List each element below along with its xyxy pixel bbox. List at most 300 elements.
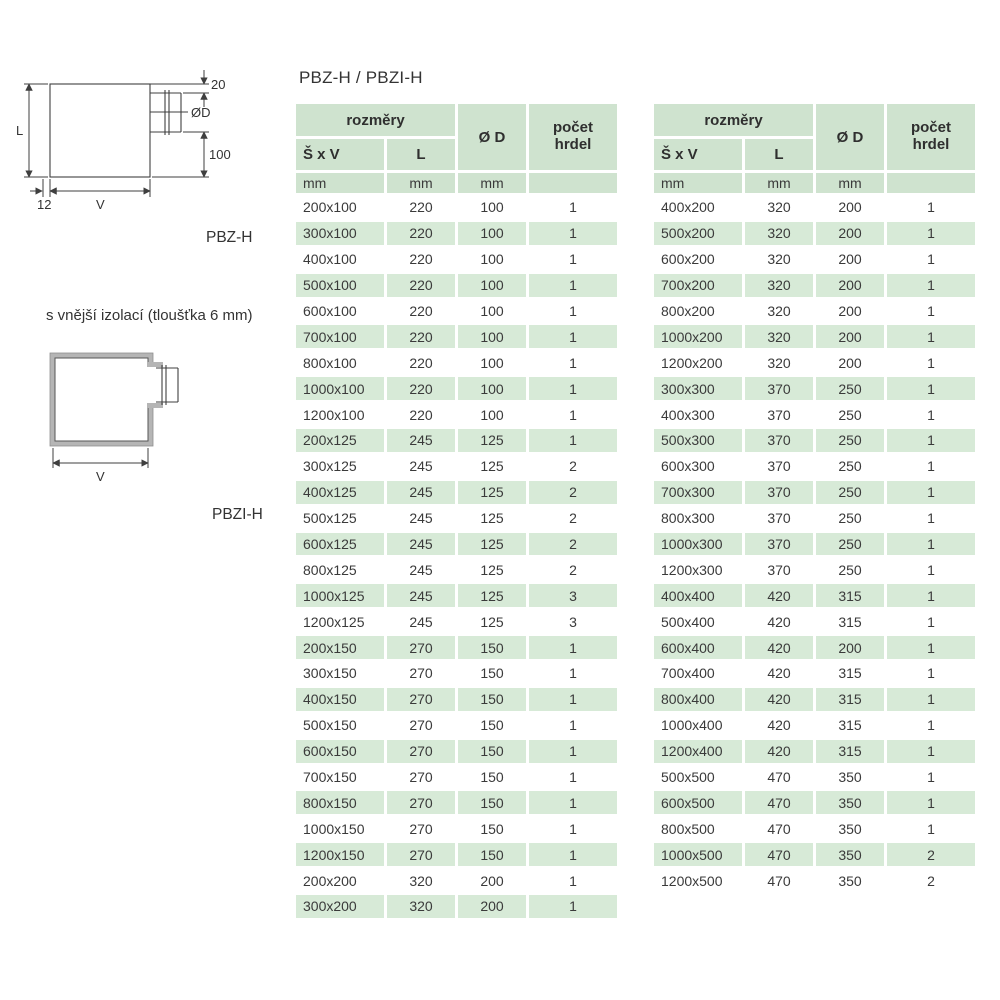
cell-sxv: 200x125 (296, 429, 384, 452)
cell-sxv: 1200x400 (654, 740, 742, 763)
cell-length: 320 (745, 222, 813, 245)
cell-sxv: 500x150 (296, 714, 384, 737)
insulation-caption: s vnější izolací (tloušťka 6 mm) (46, 307, 253, 324)
cell-length: 470 (745, 766, 813, 789)
cell-diameter: 200 (458, 895, 526, 918)
cell-diameter: 250 (816, 429, 884, 452)
unit-mm: mm (654, 173, 742, 193)
cell-length: 370 (745, 455, 813, 478)
cell-length: 270 (387, 714, 455, 737)
cell-hrdel-count: 1 (887, 248, 975, 271)
cell-hrdel-count: 2 (887, 869, 975, 892)
pbzih-spigot (156, 365, 178, 405)
cell-length: 245 (387, 507, 455, 530)
cell-hrdel-count: 1 (887, 662, 975, 685)
cell-sxv: 500x125 (296, 507, 384, 530)
dim-label-l: L (16, 123, 24, 138)
table-row (654, 533, 975, 556)
cell-diameter: 200 (816, 274, 884, 297)
unit-mm: mm (296, 173, 384, 193)
header-rozmery: rozměry (654, 104, 813, 136)
cell-sxv: 300x100 (296, 222, 384, 245)
cell-hrdel-count: 1 (529, 714, 617, 737)
header-rozmery: rozměry (296, 104, 455, 136)
table-row (296, 584, 617, 607)
cell-diameter: 200 (816, 636, 884, 659)
cell-hrdel-count: 1 (529, 688, 617, 711)
cell-sxv: 1200x500 (654, 869, 742, 892)
cell-diameter: 250 (816, 558, 884, 581)
cell-diameter: 125 (458, 429, 526, 452)
cell-hrdel-count: 1 (887, 429, 975, 452)
dimensions-table-right (651, 101, 978, 895)
header-row-1 (296, 104, 617, 136)
cell-diameter: 125 (458, 481, 526, 504)
table-row (654, 248, 975, 271)
cell-hrdel-count: 1 (529, 325, 617, 348)
dim-label-v2: V (96, 469, 105, 484)
cell-sxv: 400x150 (296, 688, 384, 711)
unit-empty (529, 173, 617, 193)
cell-hrdel-count: 1 (887, 636, 975, 659)
cell-sxv: 300x150 (296, 662, 384, 685)
cell-hrdel-count: 1 (529, 895, 617, 918)
cell-sxv: 1000x500 (654, 843, 742, 866)
page-title: PBZ-H / PBZI-H (299, 68, 423, 87)
table-row (296, 533, 617, 556)
cell-diameter: 200 (458, 869, 526, 892)
cell-diameter: 250 (816, 507, 884, 530)
table-row (654, 196, 975, 219)
cell-sxv: 700x150 (296, 766, 384, 789)
table-row (654, 610, 975, 633)
cell-length: 270 (387, 662, 455, 685)
cell-diameter: 350 (816, 817, 884, 840)
cell-sxv: 1200x200 (654, 351, 742, 374)
cell-length: 270 (387, 843, 455, 866)
cell-diameter: 350 (816, 843, 884, 866)
cell-sxv: 600x100 (296, 300, 384, 323)
cell-sxv: 800x200 (654, 300, 742, 323)
cell-sxv: 200x100 (296, 196, 384, 219)
table-row (654, 351, 975, 374)
cell-hrdel-count: 1 (887, 817, 975, 840)
table-row (296, 869, 617, 892)
cell-hrdel-count: 1 (529, 351, 617, 374)
cell-sxv: 800x300 (654, 507, 742, 530)
table-row (296, 791, 617, 814)
cell-hrdel-count: 1 (887, 533, 975, 556)
cell-hrdel-count: 2 (529, 533, 617, 556)
table-row (296, 843, 617, 866)
cell-hrdel-count: 1 (529, 869, 617, 892)
cell-hrdel-count: 1 (529, 843, 617, 866)
table-row (654, 300, 975, 323)
cell-hrdel-count: 3 (529, 584, 617, 607)
cell-diameter: 100 (458, 274, 526, 297)
cell-diameter: 150 (458, 817, 526, 840)
cell-length: 245 (387, 610, 455, 633)
cell-hrdel-count: 1 (529, 222, 617, 245)
table-row (654, 403, 975, 426)
cell-hrdel-count: 1 (887, 791, 975, 814)
header-l: L (745, 139, 813, 170)
cell-sxv: 400x125 (296, 481, 384, 504)
cell-diameter: 250 (816, 455, 884, 478)
unit-empty (887, 173, 975, 193)
table-row (654, 817, 975, 840)
header-diameter: Ø D (458, 104, 526, 170)
cell-sxv: 600x500 (654, 791, 742, 814)
cell-diameter: 100 (458, 222, 526, 245)
table-row (296, 481, 617, 504)
cell-sxv: 800x150 (296, 791, 384, 814)
cell-hrdel-count: 1 (887, 325, 975, 348)
cell-sxv: 800x125 (296, 558, 384, 581)
cell-length: 470 (745, 817, 813, 840)
cell-hrdel-count: 1 (529, 248, 617, 271)
header-pocet-hrdel (887, 104, 975, 170)
pbzh-box (50, 84, 150, 177)
cell-length: 320 (745, 274, 813, 297)
cell-hrdel-count: 1 (529, 403, 617, 426)
cell-hrdel-count: 2 (529, 507, 617, 530)
cell-hrdel-count: 1 (529, 817, 617, 840)
cell-length: 220 (387, 222, 455, 245)
table-row (654, 791, 975, 814)
cell-sxv: 800x500 (654, 817, 742, 840)
cell-hrdel-count: 1 (887, 196, 975, 219)
cell-diameter: 150 (458, 766, 526, 789)
table-row (654, 274, 975, 297)
unit-row (296, 173, 617, 193)
cell-hrdel-count: 1 (887, 766, 975, 789)
cell-length: 320 (745, 300, 813, 323)
cell-sxv: 1200x100 (296, 403, 384, 426)
cell-length: 245 (387, 584, 455, 607)
cell-sxv: 700x400 (654, 662, 742, 685)
cell-length: 470 (745, 791, 813, 814)
cell-hrdel-count: 1 (887, 558, 975, 581)
cell-length: 270 (387, 766, 455, 789)
table-row (296, 429, 617, 452)
table-row (296, 558, 617, 581)
cell-sxv: 700x200 (654, 274, 742, 297)
cell-length: 320 (387, 895, 455, 918)
cell-sxv: 1000x125 (296, 584, 384, 607)
cell-length: 220 (387, 325, 455, 348)
cell-sxv: 200x200 (296, 869, 384, 892)
cell-length: 420 (745, 610, 813, 633)
cell-hrdel-count: 1 (887, 610, 975, 633)
cell-sxv: 300x125 (296, 455, 384, 478)
cell-diameter: 150 (458, 662, 526, 685)
cell-diameter: 200 (816, 248, 884, 271)
dim-label-diameter: ØD (191, 105, 211, 120)
cell-sxv: 200x150 (296, 636, 384, 659)
cell-diameter: 250 (816, 377, 884, 400)
cell-length: 370 (745, 533, 813, 556)
cell-sxv: 1200x300 (654, 558, 742, 581)
table-row (654, 740, 975, 763)
table-row (296, 403, 617, 426)
cell-diameter: 200 (816, 325, 884, 348)
cell-diameter: 100 (458, 403, 526, 426)
cell-sxv: 1200x125 (296, 610, 384, 633)
cell-diameter: 150 (458, 843, 526, 866)
cell-length: 220 (387, 377, 455, 400)
pbzh-technical-drawing (8, 60, 288, 250)
dim-label-v: V (96, 197, 105, 212)
header-l: L (387, 139, 455, 170)
cell-diameter: 250 (816, 533, 884, 556)
cell-length: 245 (387, 533, 455, 556)
cell-length: 370 (745, 429, 813, 452)
cell-hrdel-count: 1 (887, 455, 975, 478)
cell-hrdel-count: 1 (887, 377, 975, 400)
header-hrdel: hrdel (912, 136, 950, 153)
cell-hrdel-count: 1 (529, 662, 617, 685)
table-row (654, 429, 975, 452)
dim-label-top-offset: 20 (211, 77, 226, 92)
cell-hrdel-count: 1 (887, 740, 975, 763)
table-row (654, 455, 975, 478)
cell-length: 245 (387, 481, 455, 504)
cell-length: 420 (745, 714, 813, 737)
table-row (296, 507, 617, 530)
pbzih-technical-drawing (8, 340, 288, 490)
cell-diameter: 315 (816, 740, 884, 763)
cell-hrdel-count: 1 (529, 300, 617, 323)
unit-mm: mm (745, 173, 813, 193)
cell-sxv: 600x300 (654, 455, 742, 478)
table-row (654, 481, 975, 504)
cell-length: 320 (745, 196, 813, 219)
table-row (654, 325, 975, 348)
cell-length: 320 (745, 325, 813, 348)
cell-length: 245 (387, 455, 455, 478)
table-row (296, 895, 617, 918)
header-hrdel: hrdel (554, 136, 592, 153)
cell-length: 470 (745, 843, 813, 866)
header-pocet: počet (910, 119, 951, 137)
table-row (296, 455, 617, 478)
cell-hrdel-count: 1 (529, 274, 617, 297)
cell-sxv: 1000x400 (654, 714, 742, 737)
cell-diameter: 150 (458, 688, 526, 711)
cell-sxv: 600x400 (654, 636, 742, 659)
cell-length: 270 (387, 636, 455, 659)
table-row (296, 351, 617, 374)
unit-row (654, 173, 975, 193)
cell-hrdel-count: 1 (887, 274, 975, 297)
table-row (296, 274, 617, 297)
cell-length: 370 (745, 377, 813, 400)
pbzh-figure-label: PBZ-H (206, 229, 253, 246)
cell-diameter: 100 (458, 377, 526, 400)
cell-sxv: 400x100 (296, 248, 384, 271)
cell-length: 220 (387, 300, 455, 323)
cell-hrdel-count: 1 (887, 481, 975, 504)
cell-hrdel-count: 1 (887, 507, 975, 530)
cell-diameter: 315 (816, 662, 884, 685)
cell-diameter: 315 (816, 714, 884, 737)
cell-hrdel-count: 1 (529, 429, 617, 452)
cell-sxv: 300x300 (654, 377, 742, 400)
cell-hrdel-count: 2 (529, 558, 617, 581)
header-row-1 (654, 104, 975, 136)
cell-length: 420 (745, 688, 813, 711)
cell-diameter: 315 (816, 610, 884, 633)
cell-sxv: 600x125 (296, 533, 384, 556)
header-pocet: počet (552, 119, 593, 137)
unit-mm: mm (458, 173, 526, 193)
cell-sxv: 400x300 (654, 403, 742, 426)
cell-sxv: 1000x300 (654, 533, 742, 556)
header-sxv: Š x V (296, 139, 384, 170)
dim-label-flange: 12 (37, 197, 52, 212)
table-row (654, 377, 975, 400)
table-row (296, 817, 617, 840)
cell-diameter: 125 (458, 507, 526, 530)
cell-length: 220 (387, 274, 455, 297)
cell-hrdel-count: 3 (529, 610, 617, 633)
cell-length: 420 (745, 662, 813, 685)
cell-length: 370 (745, 507, 813, 530)
cell-sxv: 400x200 (654, 196, 742, 219)
unit-mm: mm (387, 173, 455, 193)
cell-hrdel-count: 1 (887, 714, 975, 737)
table-row (296, 377, 617, 400)
cell-sxv: 800x100 (296, 351, 384, 374)
table-row (296, 636, 617, 659)
table-row (654, 507, 975, 530)
table-row (654, 869, 975, 892)
table-row (296, 714, 617, 737)
cell-diameter: 200 (816, 300, 884, 323)
cell-hrdel-count: 1 (887, 222, 975, 245)
pbzih-insulated-box (50, 353, 163, 446)
table-row (654, 558, 975, 581)
cell-sxv: 700x300 (654, 481, 742, 504)
cell-length: 420 (745, 584, 813, 607)
cell-diameter: 100 (458, 248, 526, 271)
cell-diameter: 125 (458, 558, 526, 581)
table-row (654, 222, 975, 245)
cell-diameter: 150 (458, 791, 526, 814)
header-pocet-hrdel (529, 104, 617, 170)
table-row (654, 714, 975, 737)
cell-length: 220 (387, 248, 455, 271)
cell-hrdel-count: 1 (887, 300, 975, 323)
cell-hrdel-count: 1 (887, 584, 975, 607)
table-row (654, 766, 975, 789)
cell-diameter: 350 (816, 869, 884, 892)
cell-sxv: 1200x150 (296, 843, 384, 866)
cell-sxv: 300x200 (296, 895, 384, 918)
table-row (296, 222, 617, 245)
cell-length: 220 (387, 351, 455, 374)
cell-hrdel-count: 1 (887, 403, 975, 426)
cell-diameter: 125 (458, 455, 526, 478)
cell-sxv: 500x300 (654, 429, 742, 452)
cell-length: 320 (745, 248, 813, 271)
cell-sxv: 500x400 (654, 610, 742, 633)
cell-diameter: 150 (458, 636, 526, 659)
header-sxv: Š x V (654, 139, 742, 170)
cell-sxv: 1000x200 (654, 325, 742, 348)
cell-length: 370 (745, 558, 813, 581)
cell-length: 245 (387, 429, 455, 452)
cell-diameter: 100 (458, 196, 526, 219)
cell-length: 420 (745, 740, 813, 763)
table-row (296, 688, 617, 711)
table-row (296, 610, 617, 633)
table-row (296, 325, 617, 348)
cell-sxv: 700x100 (296, 325, 384, 348)
cell-length: 270 (387, 740, 455, 763)
table-row (654, 688, 975, 711)
cell-length: 270 (387, 791, 455, 814)
cell-length: 270 (387, 817, 455, 840)
table-row (296, 766, 617, 789)
table-row (654, 662, 975, 685)
cell-diameter: 350 (816, 791, 884, 814)
dimensions-table-left (293, 101, 620, 921)
table-row (296, 300, 617, 323)
cell-diameter: 350 (816, 766, 884, 789)
cell-sxv: 1000x100 (296, 377, 384, 400)
cell-length: 370 (745, 481, 813, 504)
cell-hrdel-count: 1 (529, 196, 617, 219)
cell-hrdel-count: 2 (529, 481, 617, 504)
cell-hrdel-count: 2 (529, 455, 617, 478)
cell-length: 220 (387, 196, 455, 219)
cell-diameter: 250 (816, 481, 884, 504)
cell-length: 370 (745, 403, 813, 426)
cell-diameter: 250 (816, 403, 884, 426)
table-row (296, 248, 617, 271)
cell-length: 320 (745, 351, 813, 374)
cell-length: 245 (387, 558, 455, 581)
cell-hrdel-count: 1 (529, 766, 617, 789)
cell-diameter: 315 (816, 688, 884, 711)
cell-hrdel-count: 1 (529, 740, 617, 763)
cell-diameter: 150 (458, 714, 526, 737)
cell-sxv: 500x500 (654, 766, 742, 789)
cell-hrdel-count: 2 (887, 843, 975, 866)
cell-diameter: 100 (458, 351, 526, 374)
cell-diameter: 315 (816, 584, 884, 607)
unit-mm: mm (816, 173, 884, 193)
cell-diameter: 150 (458, 740, 526, 763)
cell-length: 420 (745, 636, 813, 659)
table-row (296, 740, 617, 763)
cell-length: 470 (745, 869, 813, 892)
cell-sxv: 400x400 (654, 584, 742, 607)
cell-sxv: 600x150 (296, 740, 384, 763)
table-row (296, 662, 617, 685)
cell-length: 270 (387, 688, 455, 711)
cell-diameter: 200 (816, 222, 884, 245)
cell-diameter: 125 (458, 584, 526, 607)
table-row (654, 636, 975, 659)
cell-sxv: 500x200 (654, 222, 742, 245)
cell-length: 220 (387, 403, 455, 426)
cell-sxv: 500x100 (296, 274, 384, 297)
cell-diameter: 200 (816, 196, 884, 219)
cell-diameter: 125 (458, 533, 526, 556)
